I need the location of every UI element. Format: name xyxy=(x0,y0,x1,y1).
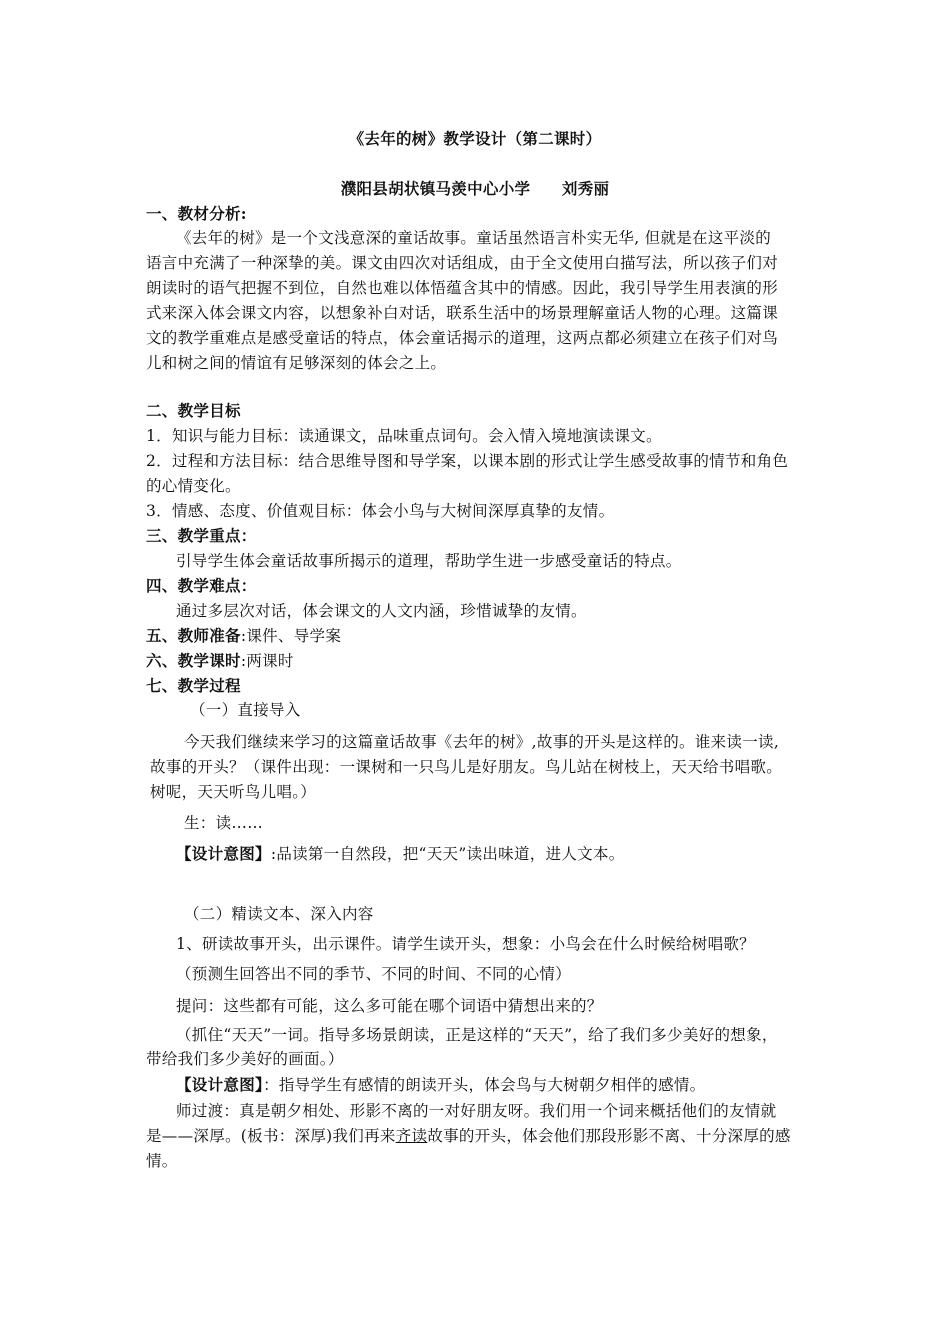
text-span: 是——深厚。(板书：深厚)我们再来 xyxy=(146,1127,396,1145)
part-1-title: （一）直接导入 xyxy=(190,701,301,719)
paragraph-line: （抓住“天天”一词。指导多场景朗读，正是这样的“天天”，给了我们多少美好的想象， xyxy=(176,1026,778,1044)
paragraph-line xyxy=(146,1124,791,1148)
design-intent-label: 【设计意图】 xyxy=(176,1075,264,1094)
design-intent-label: 【设计意图】 xyxy=(176,844,271,863)
paragraph-line: 今天我们继续来学习的这篇童话故事《去年的树》,故事的开头是这样的。谁来读一读, xyxy=(184,733,780,751)
paragraph-line: 带给我们多少美好的画面。） xyxy=(146,1050,344,1068)
section-heading-6: 六、教学课时 xyxy=(146,651,241,670)
paragraph-line: 师过渡：真是朝夕相处、形影不离的一对好朋友呀。我们用一个词来概括他们的友情就 xyxy=(176,1102,777,1120)
class-hours-text: :两课时 xyxy=(240,652,294,670)
section-heading-7: 七、教学过程 xyxy=(146,676,241,695)
paragraph-line: 《去年的树》是一个文浅意深的童话故事。童话虽然语言朴实无华, 但就是在这平淡的 xyxy=(176,229,772,247)
text-span: 故事的开头，体会他们那段形影不离、十分深厚的感 xyxy=(427,1127,791,1145)
author-line: 濮阳县胡状镇马羡中心小学 刘秀丽 xyxy=(340,179,610,198)
design-intent-text: :品读第一自然段，把“天天”读出味道，进人文本。 xyxy=(270,845,625,863)
section-heading-3: 三、教学重点： xyxy=(146,526,257,545)
goal-item: 2．过程和方法目标：结合思维导图和导学案，以课本剧的形式让学生感受故事的情节和角色 xyxy=(146,452,789,470)
design-intent-text: ：指导学生有感情的朗读开头，体会鸟与大树朝夕相伴的感情。 xyxy=(263,1076,706,1094)
paragraph-line: 1、研读故事开头，出示课件。请学生读开头，想象：小鸟会在什么时候给树唱歌？ xyxy=(176,935,755,953)
section-heading-5: 五、教师准备 xyxy=(146,626,241,645)
design-intent-1 xyxy=(176,842,625,866)
key-point-text: 引导学生体会童话故事所揭示的道理，帮助学生进一步感受童话的特点。 xyxy=(176,552,682,570)
goal-item: 的心情变化。 xyxy=(146,477,241,495)
preparation-text: :课件、导学案 xyxy=(240,627,342,645)
paragraph-line: （预测生回答出不同的季节、不同的时间、不同的心情） xyxy=(176,965,572,983)
paragraph-line: 提问：这些都有可能，这么多可能在哪个词语中猜想出来的？ xyxy=(176,997,603,1015)
section-heading-4: 四、教学难点： xyxy=(146,576,257,595)
design-intent-2 xyxy=(176,1073,705,1097)
paragraph-line: 情。 xyxy=(146,1152,178,1170)
paragraph-line: 文的教学重难点是感受童话的特点，体会童话揭示的道理，这两点都必须建立在孩子们对鸟 xyxy=(146,329,779,347)
paragraph-line: 式来深入体会课文内容，以想象补白对话，联系生活中的场景理解童话人物的心理。这篇课 xyxy=(146,304,779,322)
underlined-word: 齐读 xyxy=(395,1127,428,1145)
paragraph-line: 语言中充满了一种深挚的美。课文由四次对话组成，由于全文使用白描写法，所以孩子们对 xyxy=(146,254,779,272)
paragraph-line: 树呢，天天听鸟儿唱。） xyxy=(150,783,317,801)
paragraph-line: 朗读时的语气把握不到位，自然也难以体悟蕴含其中的情感。因此，我引导学生用表演的形 xyxy=(146,279,779,297)
student-read-line: 生：读…… xyxy=(184,814,264,832)
paragraph-line: 故事的开头？（课件出现：一课树和一只鸟儿是好朋友。鸟儿站在树枝上，天天给书唱歌。 xyxy=(150,758,783,776)
goal-item: 1．知识与能力目标：读通课文，品味重点词句。会入情入境地演读课文。 xyxy=(146,427,662,445)
part-2-title: （二）精读文本、深入内容 xyxy=(184,905,374,923)
difficulty-text: 通过多层次对话，体会课文的人文内涵，珍惜诚挚的友情。 xyxy=(176,602,587,620)
section-heading-2: 二、教学目标 xyxy=(146,401,241,420)
section-heading-1: 一、教材分析: xyxy=(146,204,247,223)
paragraph-line: 儿和树之间的情谊有足够深刻的体会之上。 xyxy=(146,354,447,372)
section-6-line xyxy=(146,649,294,673)
section-5-line xyxy=(146,624,341,648)
document-title: 《去年的树》教学设计（第二课时） xyxy=(348,129,602,148)
goal-item: 3．情感、态度、价值观目标：体会小鸟与大树间深厚真挚的友情。 xyxy=(146,502,615,520)
